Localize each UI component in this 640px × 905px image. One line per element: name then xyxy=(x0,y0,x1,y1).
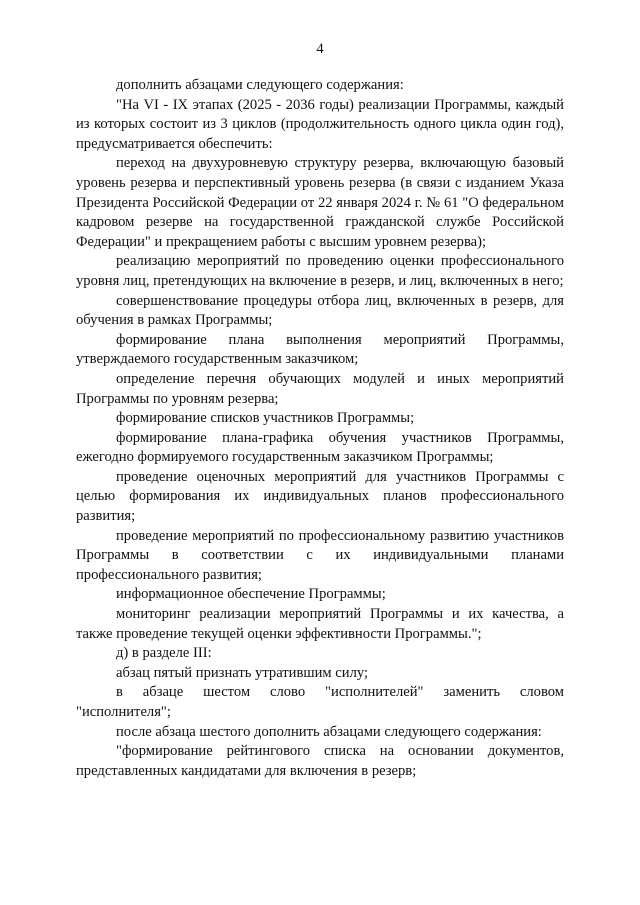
paragraph: определение перечня обучающих модулей и иных мероприятий Программы по уровням резерва; xyxy=(76,370,564,407)
paragraph: переход на двухуровневую структуру резерва, включающую базовый уровень резерва и перспективный уровень резерва (в связи с изданием Указа Президента Российской Федерации от 22 января 2024 г. № 61 "О федеральном кадровом резерве на государственной гражданской службе Российской Федерации" и прекращением работы с высшим уровнем резерва); xyxy=(76,155,564,250)
paragraph: мониторинг реализации мероприятий Программы и их качества, а также проведение текущей оценки эффективности Программы."; xyxy=(76,606,564,642)
paragraph: дополнить абзацами следующего содержания: xyxy=(116,77,404,93)
paragraph: в абзаце шестом слово "исполнителей" заменить словом "исполнителя"; xyxy=(76,684,564,720)
paragraph: формирование плана-графика обучения участников Программы, ежегодно формируемого государственным заказчиком Программы; xyxy=(76,429,564,466)
page-number: 4 xyxy=(316,41,324,57)
paragraph: абзац пятый признать утратившим силу; xyxy=(116,664,369,681)
paragraph: проведение оценочных мероприятий для участников Программы с целью формирования их индивидуальных планов профессионального развития; xyxy=(76,468,564,525)
paragraph: проведение мероприятий по профессиональному развитию участников Программы в соответствии с их индивидуальными планами профессионального развития; xyxy=(76,527,564,583)
paragraph: формирование списков участников Программы; xyxy=(116,410,415,427)
document-body xyxy=(76,76,564,781)
paragraph: реализацию мероприятий по проведению оценки профессионального уровня лиц, претендующих на включение в резерв, и лиц, включенных в него; xyxy=(76,253,564,289)
paragraph: формирование плана выполнения мероприятий Программы, утверждаемого государственным заказчиком; xyxy=(76,331,564,368)
paragraph: после абзаца шестого дополнить абзацами следующего содержания: xyxy=(116,723,542,740)
paragraph: совершенствование процедуры отбора лиц, включенных в резерв, для обучения в рамках Программы; xyxy=(76,292,564,329)
paragraph: "На VI - IX этапах (2025 - 2036 годы) реализации Программы, каждый из которых состоит из 3 циклов (продолжительность одного цикла один год), предусматривается обеспечить: xyxy=(76,96,564,152)
paragraph: д) в разделе III: xyxy=(116,645,212,662)
paragraph: информационное обеспечение Программы; xyxy=(116,586,386,603)
paragraph: "формирование рейтингового списка на основании документов, представленных кандидатами для включения в резерв; xyxy=(76,743,564,779)
